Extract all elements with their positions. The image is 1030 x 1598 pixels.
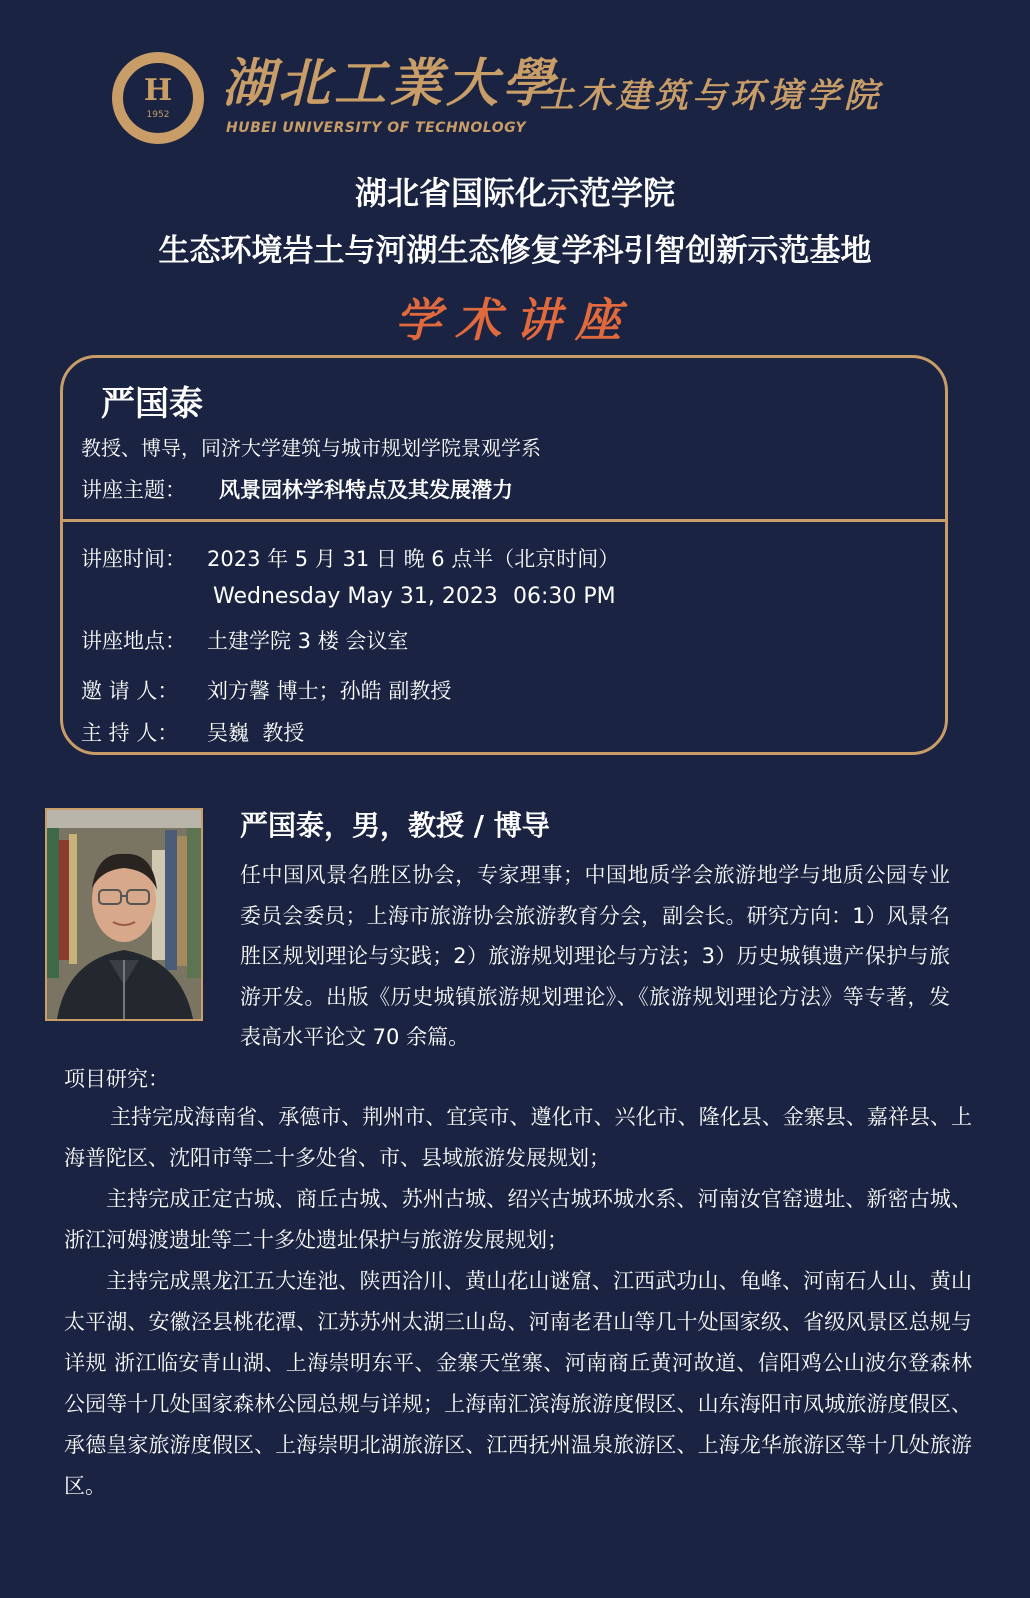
project-paragraph-1: 主持完成海南省、承德市、荆州市、宜宾市、遵化市、兴化市、隆化县、金寨县、嘉祥县、上海普陀区、沈阳市等二十多处省、市、县域旅游发展规划； [64,1105,972,1170]
lecture-info-card [60,355,948,755]
topic-row [81,474,513,504]
card-divider [63,519,945,522]
title-line-1: 湖北省国际化示范学院 [354,174,675,212]
projects-label: 项目研究： [64,1067,169,1091]
lecture-heading: 学术讲座 [395,293,635,347]
school-name: 土木建筑与环境学院 [540,76,882,116]
inviter-row [81,675,452,705]
logo-emblem-icon: H 1952 [121,61,195,135]
inviter-value: 刘方馨 博士；孙皓 副教授 [207,679,452,703]
bio-text: 任中国风景名胜区协会，专家理事；中国地质学会旅游地学与地质公园专业委员会委员；上海市旅游协会旅游教育分会，副会长。研究方向：1）风景名胜区规划理论与实践；2）旅游规划理论与方法；3）历史城镇遗产保护与旅游开发。出版《历史城镇旅游规划理论》、《旅游规划理论方法》等专著，发表高水平论文 70 余篇。 [240,863,950,1049]
time-label: 讲座时间： [81,547,186,571]
project-paragraph-2: 主持完成正定古城、商丘古城、苏州古城、绍兴古城环城水系、河南汝官窑遗址、新密古城、浙江河姆渡遗址等二十多处遗址保护与旅游发展规划； [64,1187,972,1252]
host-value: 吴巍 教授 [207,721,305,745]
place-row [81,625,409,655]
time-row [81,543,620,573]
project-paragraph-3: 主持完成黑龙江五大连池、陕西洽川、黄山花山谜窟、江西武功山、龟峰、河南石人山、黄山太平湖、安徽泾县桃花潭、江苏苏州太湖三山岛、河南老君山等几十处国家级、省级风景区总规与详规 浙江临安青山湖、上海崇明东平、金寨天堂寨、河南商丘黄河故道、信阳鸡公山波尔登森林公园等十几处国家森林公园总规与详规；上海南汇滨海旅游度假区、山东海阳市凤城旅游度假区、承德皇家旅游度假区、上海崇明北湖旅游区、江西抚州温泉旅游区、上海龙华旅游区等十几处旅游区。 [64,1269,972,1498]
inviter-label: 邀 请 人： [81,679,179,703]
time-value-en-date: Wednesday May 31, 2023 [213,584,498,609]
time-value-cn: 2023 年 5 月 31 日 晚 6 点半（北京时间） [207,547,620,571]
speaker-photo [45,808,203,1021]
speaker-title: 教授、博导，同济大学建筑与城市规划学院景观学系 [81,436,541,460]
host-label: 主 持 人： [81,721,179,745]
title-line-2: 生态环境岩土与河湖生态修复学科引智创新示范基地 [158,233,872,269]
logo-year: 1952 [146,110,170,120]
time-value-en-time: 06:30 PM [513,584,616,609]
place-value: 土建学院 3 楼 会议室 [207,629,409,653]
topic-label: 讲座主题： [81,478,186,502]
header [0,40,1030,150]
host-row [81,717,305,747]
speaker-name: 严国泰 [101,384,203,424]
university-logo [112,52,204,144]
place-label: 讲座地点： [81,629,186,653]
bio-heading: 严国泰，男，教授 / 博导 [240,809,550,842]
university-name-cn: 湖北工業大學 [222,53,559,114]
topic-value: 风景园林学科特点及其发展潜力 [219,478,513,502]
time-en-row [213,584,616,609]
university-name-en: HUBEI UNIVERSITY OF TECHNOLOGY [226,120,527,136]
